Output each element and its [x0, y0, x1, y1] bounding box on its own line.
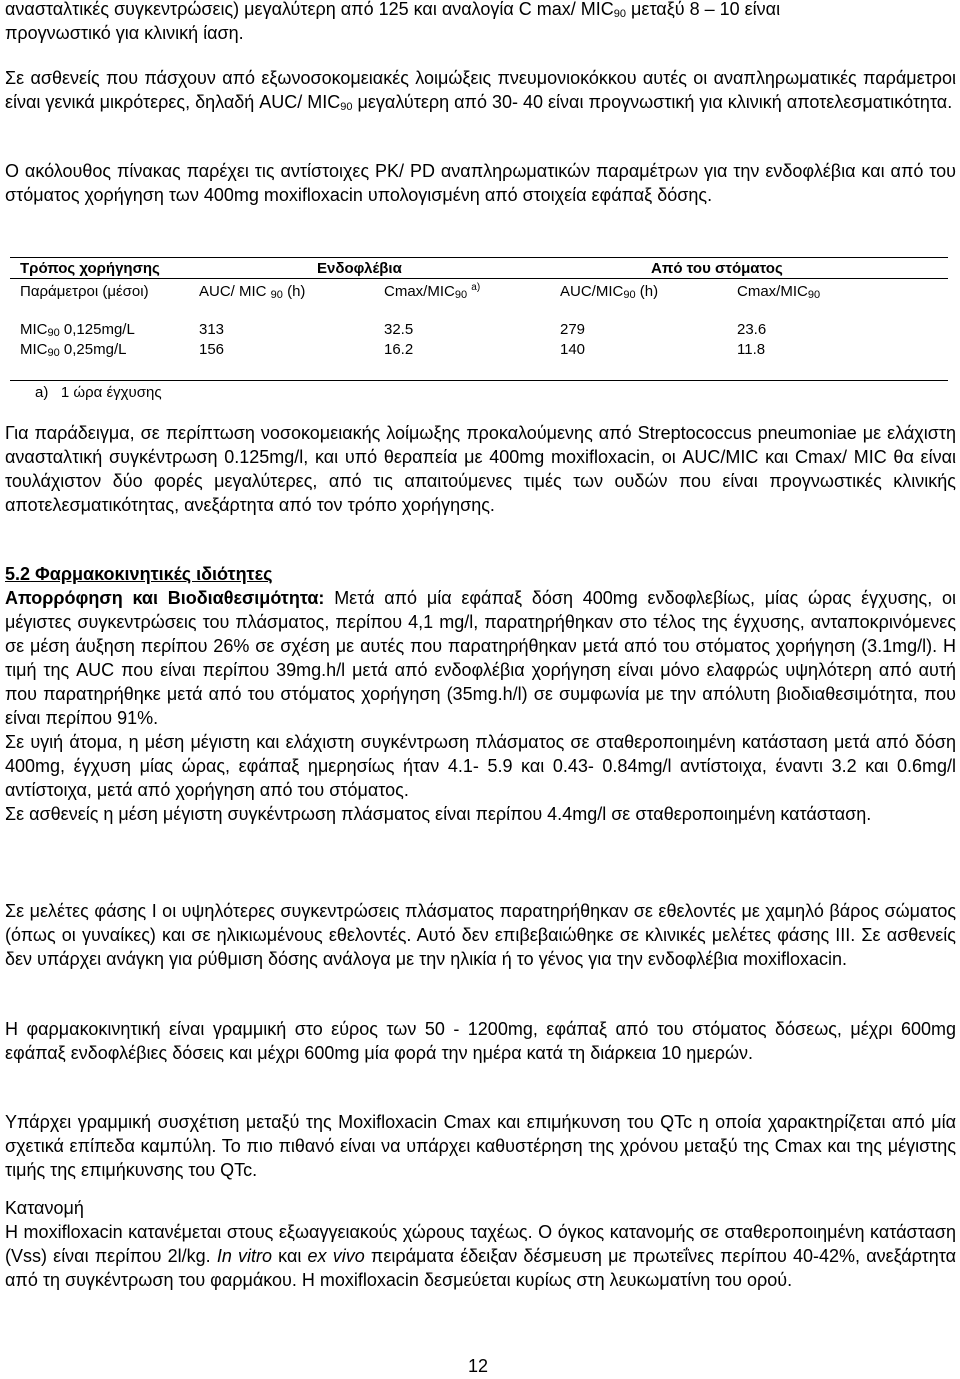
text-run: 0,25mg/L [59, 341, 127, 358]
table-cell: 279 [560, 321, 586, 338]
subscript: 90 [454, 289, 468, 301]
table-cell: 16.2 [384, 341, 414, 358]
text-run: Σε μελέτες φάσης Ι οι υψηλότερες συγκεντρώσεις πλάσματος παρατηρήθηκαν σε εθελοντές με χαμηλό βάρος σώματος (όπως οι γυναίκες) και σε ηλικιωμένους εθελοντές. Αυτό δεν επιβεβαιώθηκε σε κλινικές μελέτες φάσης ΙΙΙ. Σε ασθενείς δεν υπάρχει ανάγκη για ρύθμιση δόσης ανάλογα με την ηλικία ή το γένος για την ενδοφλέβια moxifloxacin. [5, 901, 956, 969]
table-cell: 23.6 [737, 321, 767, 338]
section-title: Φαρμακοκινητικές ιδιότητες [30, 564, 273, 584]
table-row-label [20, 320, 135, 340]
distribution-paragraph [5, 1196, 956, 1292]
text-run: (h) [287, 283, 306, 300]
text-run: μεταξύ 8 – 10 είναι [626, 0, 781, 19]
table-rule [10, 278, 948, 279]
text-run: Cmax/MIC [384, 283, 455, 300]
table-cell: 140 [560, 341, 586, 358]
table-cell: 11.8 [737, 341, 766, 358]
phase1-paragraph [5, 899, 956, 971]
table-footnote [35, 383, 162, 403]
text-run: πειράματα έδειξαν δέσμευση με πρωτεΐνες περίπου 40-42%, ανεξάρτητα από τη συγκέντρωση του φαρμάκου. Η moxifloxacin δεσμεύεται κυρίως στη λευκωματίνη του ορού. [5, 1246, 956, 1290]
header-oral: Από του στόματος [651, 260, 783, 277]
intro-paragraph-2 [5, 66, 956, 114]
header-iv: Ενδοφλέβια [317, 260, 402, 277]
text-run: AUC/ MIC [199, 283, 267, 300]
text-run: ανασταλτικές συγκεντρώσεις) μεγαλύτερη από 125 και αναλογία C max/ MIC [5, 0, 614, 19]
footnote-text: 1 ώρα έγχυσης [60, 384, 162, 401]
text-run: Μετά από μία εφάπαξ δόση 400mg ενδοφλεβίως, μίας ώρας έγχυσης, οι μέγιστες συγκεντρώσεις του πλάσματος, περίπου 4,1 mg/l, παρατηρήθηκαν στο τέλος της έγχυσης, ανταποκρινόμενες σε μέση άυξηση περίπου 26% σε σχέση με αυτές που παρατηρήθηκαν μετά από του στόματος χορήγηση (3.1mg/l). Η τιμή της AUC που είναι περίπου 39mg.h/l μετά από ενδοφλέβια χορήγηση είναι μόνο ελαφρώς υψηλότερη από αυτή που παρατηρήθηκε μετά από του στόματος χορήγηση (35mg.h/l) σε συμφωνία με την απόλυτη βιοδιαθεσιμότητα, που είναι περίπου 91%. [5, 588, 957, 728]
text-run: (h) [639, 283, 659, 300]
text-run: Η moxifloxacin κατανέμεται στους εξωαγγειακούς χώρους ταχέως. Ο όγκος κατανομής σε σταθεροποιημένη κατάσταση (Vss) είναι περίπου 2l/kg. [5, 1222, 956, 1266]
text-run: Σε ασθενείς που πάσχουν από εξωνοσοκομειακές λοιμώξεις πνευμονιοκόκκου αυτές οι αναπληρωματικές παράμετροι είναι γενικά μικρότερες, δηλαδή AUC/ MIC [5, 68, 956, 112]
text-run: Η φαρμακοκινητική είναι γραμμική στο εύρος των 50 - 1200mg, εφάπαξ από του στόματος δόσεως, μέχρι 600mg εφάπαξ ενδοφλέβιες δόσεις και μέχρι 600mg μία φορά την ημέρα κατά τη διάρκεια 10 ημερών. [5, 1019, 956, 1063]
table-cell: 156 [199, 341, 225, 358]
text-run: Σε υγιή άτομα, η μέση μέγιστη και ελάχιστη συγκέντρωση πλάσματος σε σταθεροποιημένη κατάσταση μετά από δόση 400mg, έγχυση μίας ώρας, εφάπαξ ημερησίως ήταν 4.1- 5.9 και 0.43- 0.84mg/l αντίστοιχα, έναντι 3.2 και 0.6mg/l αντίστοιχα, μετά από χορήγηση από του στόματος. [5, 732, 956, 800]
subscript: 90 [807, 289, 821, 301]
subscript: 90 [623, 289, 636, 301]
text-run: Υπάρχει γραμμική συσχέτιση μεταξύ της Moxifloxacin Cmax και επιμήκυνση του QTc η οποία χαρακτηρίζεται από μία σχετικά επίπεδα καμπύλη. Το πιο πιθανό είναι να υπάρχει καθυστέρηση της χρόνου μεταξύ της Cmax και της μέγιστης τιμής της επιμήκυνσης του QTc. [5, 1112, 956, 1180]
col-auc-iv [199, 282, 305, 302]
distribution-heading: Κατανομή [5, 1198, 84, 1218]
text-run: MIC [20, 321, 48, 338]
subscript: 90 [270, 289, 283, 301]
text-run: και [272, 1246, 308, 1266]
absorption-heading: Απορρόφηση και Βιοδιαθεσιμότητα: [5, 588, 325, 608]
col-cmax-oral [737, 282, 820, 302]
subscript: 90 [47, 327, 60, 339]
intro-paragraph-3 [5, 159, 956, 207]
table-row-label [20, 340, 126, 360]
table-cell: 313 [199, 321, 225, 338]
text-run: Για παράδειγμα, σε περίπτωση νοσοκομειακής λοίμωξης προκαλούμενης από Streptococcus pneumoniae με ελάχιστη ανασταλτική συγκέντρωση 0.125mg/l, και υπό θεραπεία με 400mg moxifloxacin, οι AUC/MIC και Cmax/ MIC θα είναι τουλάχιστον δύο φορές μεγαλύτερες, από τις απαιτούμενες τιμές των ουδών που είναι προγνωστικές κλινικής αποτελεσματικότητας, ανεξάρτητα από τον τρόπο χορήγησης. [5, 423, 956, 515]
text-run: 0,125mg/L [59, 321, 135, 338]
row-params-label: Παράμετροι (μέσοι) [20, 283, 149, 300]
intro-paragraph-1 [5, 0, 956, 45]
text-run: Cmax/MIC [737, 283, 808, 300]
text-run: MIC [20, 341, 48, 358]
example-paragraph [5, 421, 956, 517]
table-cell: 32.5 [384, 321, 414, 338]
linearity-paragraph [5, 1017, 956, 1065]
text-run: μεγαλύτερη από 30- 40 είναι προγνωστική για κλινική αποτελεσματικότητα. [352, 92, 953, 112]
section-heading [5, 562, 956, 586]
col-cmax-iv [384, 282, 480, 302]
text-run: προγνωστικό για κλινική ίαση. [5, 23, 244, 43]
text-run: Σε ασθενείς η μέση μέγιστη συγκέντρωση πλάσματος είναι περίπου 4.4mg/l σε σταθεροποιημένη κατάσταση. [5, 804, 872, 824]
subscript: 90 [613, 8, 627, 20]
section-number: 5.2 [5, 564, 31, 584]
footnote-mark: a) [35, 384, 49, 401]
pkpd-table [10, 257, 948, 381]
subscript: 90 [340, 101, 353, 113]
subscript: 90 [47, 347, 60, 359]
absorption-paragraph [5, 586, 956, 826]
text-italic: ex vivo [307, 1246, 365, 1266]
page-number: 12 [468, 1356, 489, 1376]
text-italic: In vitro [216, 1246, 273, 1266]
qtc-paragraph [5, 1110, 956, 1182]
text-run: AUC/MIC [560, 283, 624, 300]
col-auc-oral [560, 282, 658, 302]
header-route: Τρόπος χορήγησης [20, 260, 160, 277]
text-run: Ο ακόλουθος πίνακας παρέχει τις αντίστοιχες PK/ PD αναπληρωματικών παραμέτρων για την ενδοφλέβια και από του στόματος χορήγηση των 400mg moxifloxacin υπολογισμένη από στοιχεία εφάπαξ δόσης. [5, 161, 956, 205]
superscript: a) [471, 282, 481, 293]
